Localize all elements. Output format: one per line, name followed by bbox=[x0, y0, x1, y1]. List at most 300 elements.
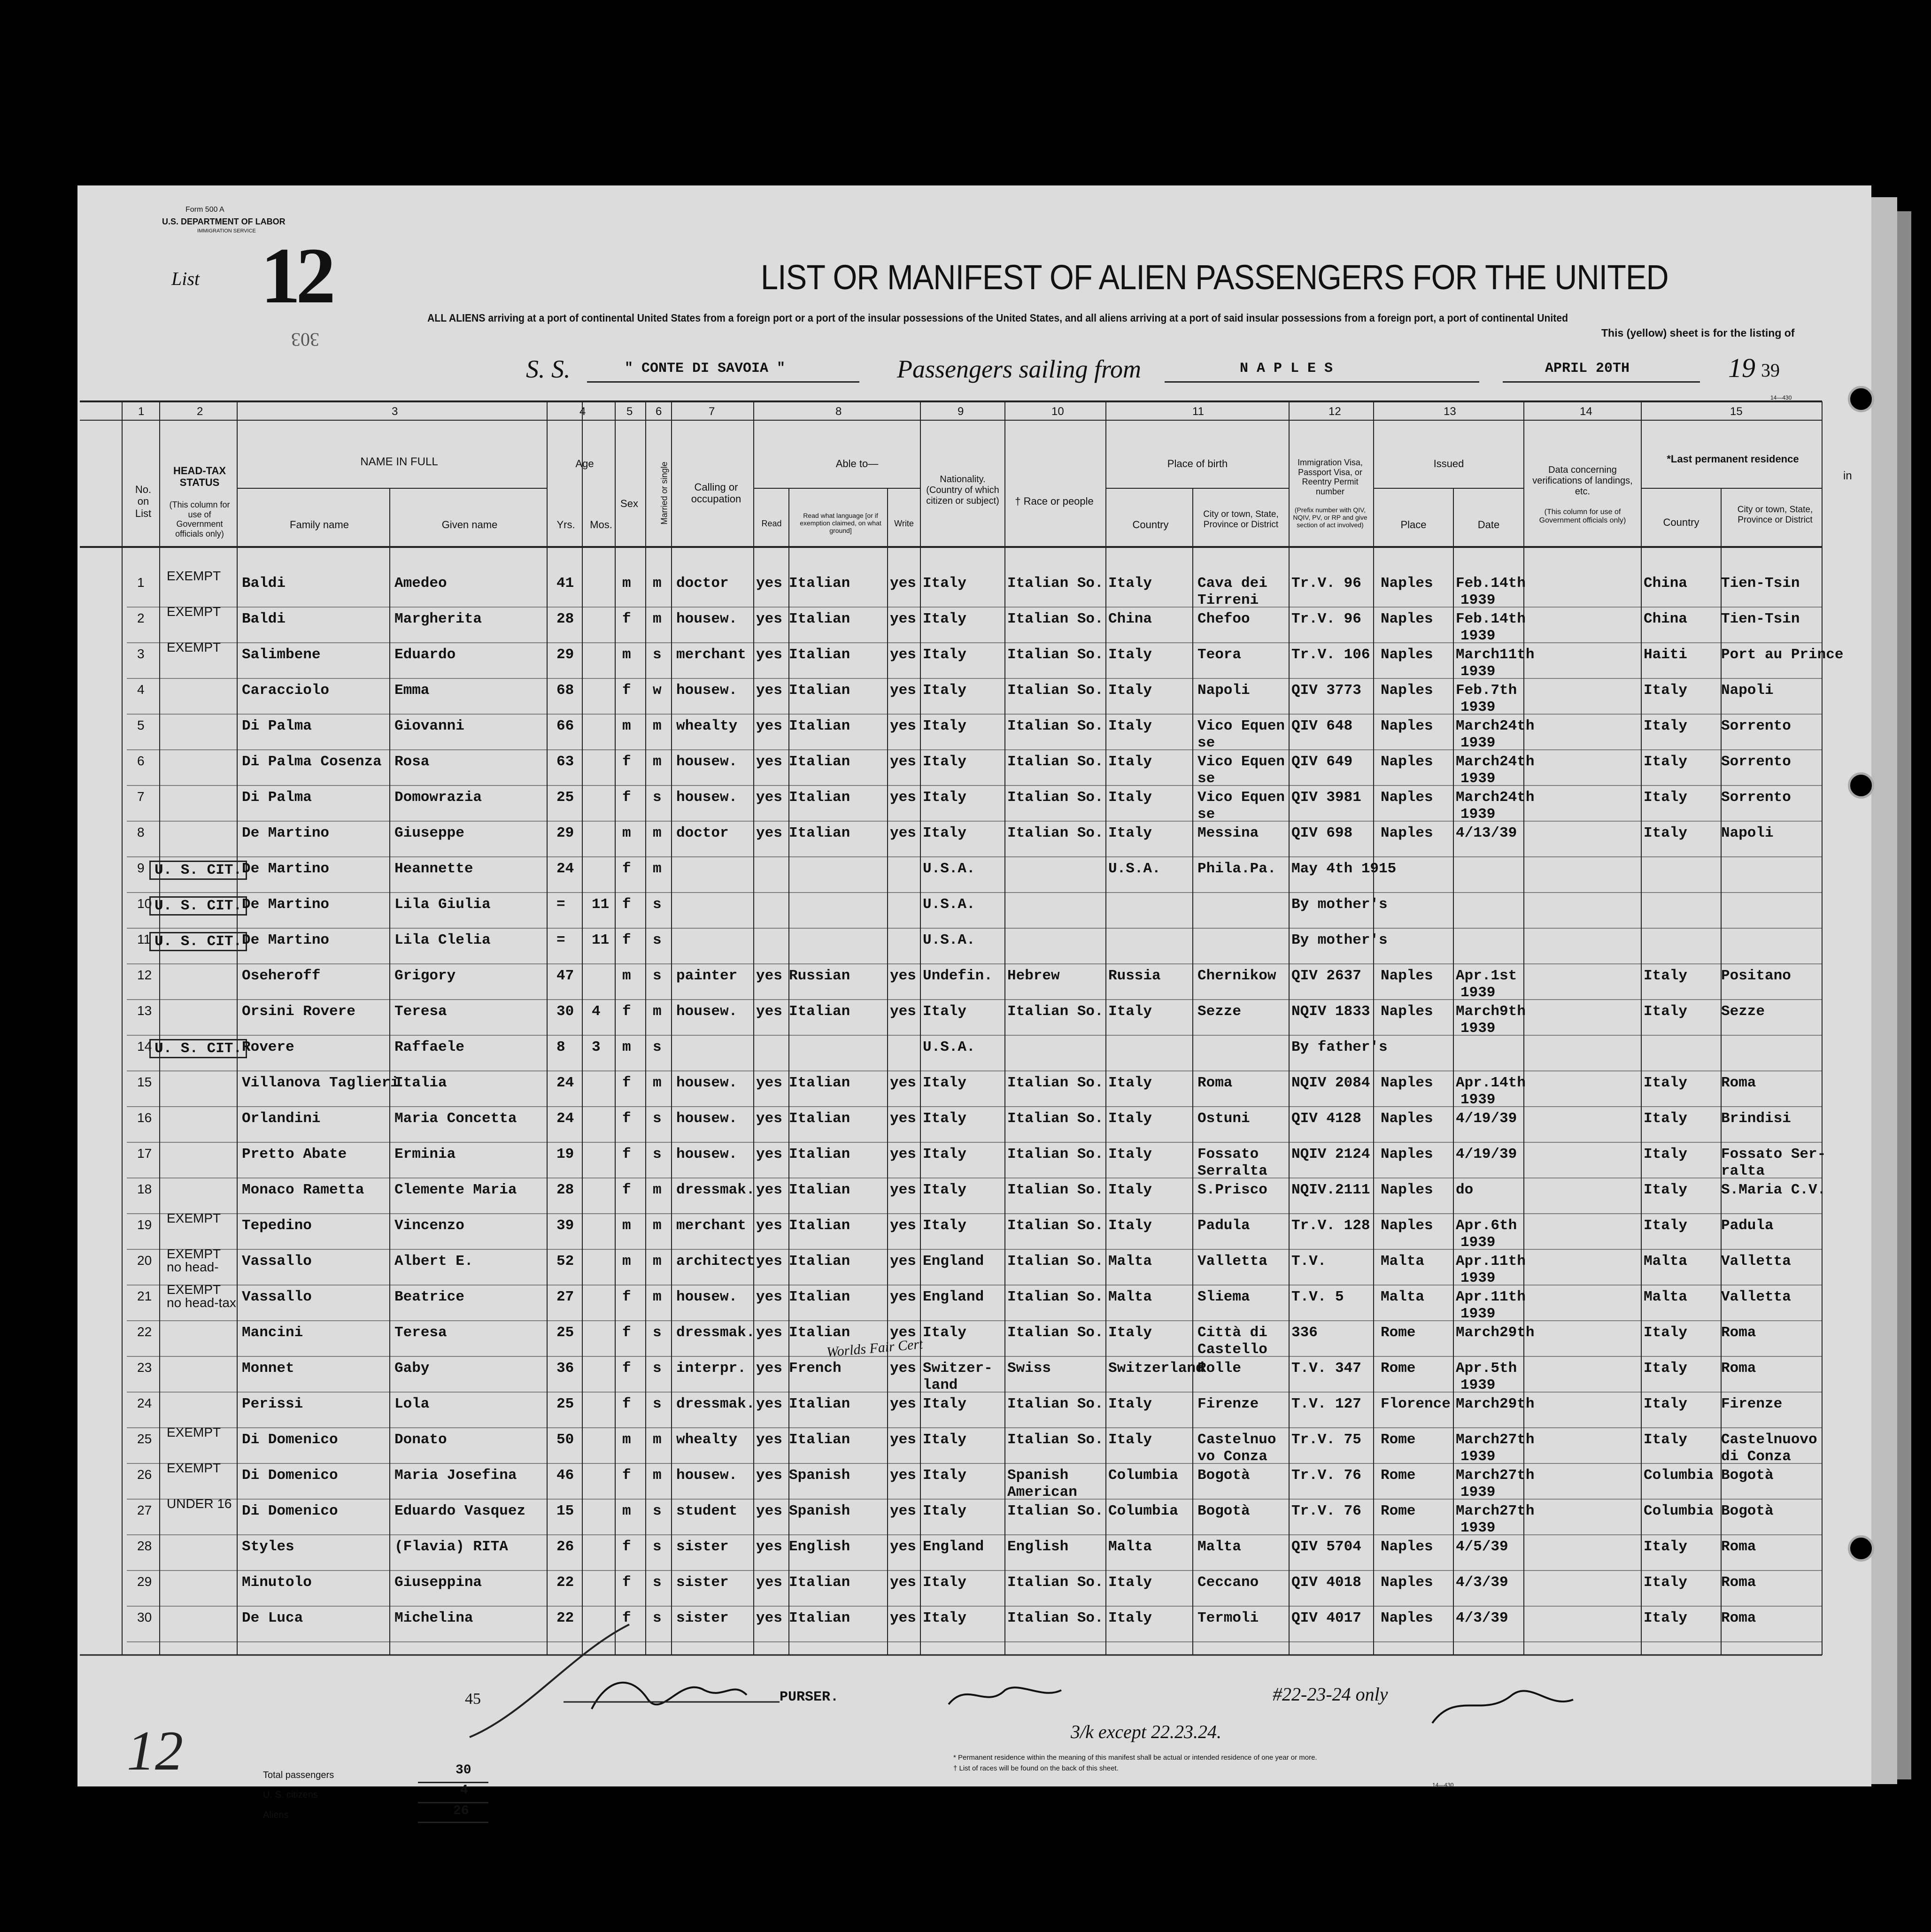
birth-city: Sezze bbox=[1197, 1003, 1242, 1020]
nationality: Italy bbox=[923, 1217, 967, 1234]
birth-country: Italy bbox=[1108, 1610, 1152, 1626]
residence-city: Roma bbox=[1721, 1360, 1756, 1377]
issued-date: March27th bbox=[1456, 1467, 1535, 1484]
sex: m bbox=[622, 1253, 631, 1270]
nationality: England bbox=[923, 1289, 984, 1305]
header-visa-note: (Prefix number with QIV, NQIV, PV, or RP and give section of act involved) bbox=[1293, 506, 1367, 529]
family-name: Baldi bbox=[242, 575, 286, 592]
issued-place: Rome bbox=[1381, 1503, 1416, 1519]
residence-city: Roma bbox=[1721, 1075, 1756, 1091]
column-number: 9 bbox=[958, 405, 964, 418]
issued-date-2: 1939 bbox=[1460, 735, 1496, 751]
marital-status: m bbox=[653, 1182, 662, 1198]
nationality: Italy bbox=[923, 1396, 967, 1412]
issued-place: Naples bbox=[1381, 611, 1433, 627]
row-number: 12 bbox=[137, 968, 152, 982]
read-language: Italian bbox=[789, 1610, 850, 1626]
visa-number: T.V. 5 bbox=[1291, 1289, 1344, 1305]
nationality: Italy bbox=[923, 1075, 967, 1091]
can-write: yes bbox=[890, 825, 916, 841]
row-number: 1 bbox=[137, 575, 145, 590]
head-tax-status: U. S. CIT. bbox=[149, 896, 247, 916]
issued-date: Apr.11th bbox=[1456, 1289, 1526, 1305]
occupation: housew. bbox=[676, 1467, 738, 1484]
given-name: Lila Clelia bbox=[394, 932, 491, 948]
age-years: 52 bbox=[556, 1253, 574, 1270]
issued-date-2: 1939 bbox=[1460, 1270, 1496, 1286]
given-name: Amedeo bbox=[394, 575, 447, 592]
nationality: Italy bbox=[923, 1610, 967, 1626]
row-number: 22 bbox=[137, 1324, 152, 1339]
birth-city: Vico Equen bbox=[1197, 789, 1285, 806]
birth-city: Roma bbox=[1197, 1075, 1233, 1091]
birth-country: Malta bbox=[1108, 1253, 1152, 1270]
visa-number: Tr.V. 76 bbox=[1291, 1503, 1361, 1519]
can-write: yes bbox=[890, 575, 916, 592]
can-write: yes bbox=[890, 1003, 916, 1020]
race: Italian So. bbox=[1007, 1075, 1104, 1091]
can-read: yes bbox=[756, 682, 782, 699]
nationality: U.S.A. bbox=[923, 1039, 975, 1055]
family-name: De Martino bbox=[242, 861, 330, 877]
row-number: 7 bbox=[137, 789, 145, 804]
residence-city: Sorrento bbox=[1721, 754, 1791, 770]
column-number: 13 bbox=[1444, 405, 1456, 418]
port: N A P L E S bbox=[1240, 361, 1333, 377]
age-years: 19 bbox=[556, 1146, 574, 1162]
family-name: De Martino bbox=[242, 932, 330, 948]
issued-date: 4/13/39 bbox=[1456, 825, 1517, 841]
residence-country: Italy bbox=[1644, 1110, 1688, 1127]
age-years: 39 bbox=[556, 1217, 574, 1234]
subtitle-line-2: This (yellow) sheet is for the listing of bbox=[1601, 327, 1795, 339]
issued-date-2: 1939 bbox=[1460, 806, 1496, 823]
birth-country: Italy bbox=[1108, 1217, 1152, 1234]
inspector-signature-2 bbox=[1432, 1691, 1573, 1723]
can-read: yes bbox=[756, 1574, 782, 1591]
residence-country: Italy bbox=[1644, 682, 1688, 699]
footnote-races: † List of races will be found on the back of this sheet. bbox=[953, 1764, 1119, 1772]
age-years: 29 bbox=[556, 647, 574, 663]
can-read: yes bbox=[756, 1289, 782, 1305]
issued-date-2: 1939 bbox=[1460, 770, 1496, 787]
residence-city-2: di Conza bbox=[1721, 1448, 1791, 1465]
read-language: English bbox=[789, 1539, 850, 1555]
residence-city: Fossato Ser- bbox=[1721, 1146, 1826, 1162]
can-read: yes bbox=[756, 789, 782, 806]
age-years: 24 bbox=[556, 861, 574, 877]
sex: f bbox=[622, 1360, 631, 1377]
issued-date: Feb.7th bbox=[1456, 682, 1517, 699]
sex: m bbox=[622, 718, 631, 734]
issued-date-2: 1939 bbox=[1460, 1234, 1496, 1251]
issued-place: Naples bbox=[1381, 1003, 1433, 1020]
family-name: Vassallo bbox=[242, 1289, 312, 1305]
read-language: Italian bbox=[789, 682, 850, 699]
sex: f bbox=[622, 1075, 631, 1091]
nationality: Italy bbox=[923, 1432, 967, 1448]
residence-city: Valletta bbox=[1721, 1289, 1791, 1305]
header-visa: Immigration Visa, Passport Visa, or Reentry Permit number bbox=[1298, 458, 1363, 497]
header-issued-date: Date bbox=[1477, 519, 1500, 531]
nationality: Italy bbox=[923, 718, 967, 734]
marital-status: m bbox=[653, 1289, 662, 1305]
race: Italian So. bbox=[1007, 754, 1104, 770]
visa-number: Tr.V. 106 bbox=[1291, 647, 1370, 663]
header-right-edge: in bbox=[1843, 470, 1852, 482]
birth-country: Malta bbox=[1108, 1539, 1152, 1555]
race: Spanish bbox=[1007, 1467, 1069, 1484]
given-name: Rosa bbox=[394, 754, 430, 770]
birth-country: Italy bbox=[1108, 1003, 1152, 1020]
residence-country: Italy bbox=[1644, 1574, 1688, 1591]
column-number: 11 bbox=[1192, 405, 1204, 418]
race: Italian So. bbox=[1007, 1253, 1104, 1270]
issued-place: Naples bbox=[1381, 789, 1433, 806]
race: English bbox=[1007, 1539, 1069, 1555]
header-last-residence: *Last permanent residence bbox=[1667, 453, 1799, 465]
marital-status: s bbox=[653, 932, 662, 948]
can-write: yes bbox=[890, 1610, 916, 1626]
given-name: Raffaele bbox=[394, 1039, 464, 1055]
marital-status: s bbox=[653, 1539, 662, 1555]
family-name: De Martino bbox=[242, 896, 330, 913]
birth-city: Phila.Pa. bbox=[1197, 861, 1276, 877]
row-number: 5 bbox=[137, 718, 145, 732]
can-write: yes bbox=[890, 611, 916, 627]
age-years: 8 bbox=[556, 1039, 565, 1055]
head-tax-status: EXEMPT bbox=[167, 604, 221, 619]
handwritten-worlds-fair: Worlds Fair Cert bbox=[826, 1336, 924, 1360]
family-name: Di Domenico bbox=[242, 1432, 338, 1448]
residence-city: Tien-Tsin bbox=[1721, 611, 1800, 627]
given-name: Grigory bbox=[394, 968, 456, 984]
family-name: Caracciolo bbox=[242, 682, 330, 699]
residence-country: Italy bbox=[1644, 968, 1688, 984]
race: Italian So. bbox=[1007, 1182, 1104, 1198]
issued-date: March29th bbox=[1456, 1324, 1535, 1341]
residence-country: Italy bbox=[1644, 1217, 1688, 1234]
can-read: yes bbox=[756, 1253, 782, 1270]
column-number: 3 bbox=[392, 405, 398, 418]
header-age: Age bbox=[575, 458, 594, 470]
issued-date: March11th bbox=[1456, 647, 1535, 663]
marital-status: m bbox=[653, 718, 662, 734]
read-language: Italian bbox=[789, 1396, 850, 1412]
birth-country: Italy bbox=[1108, 754, 1152, 770]
birth-country: Italy bbox=[1108, 647, 1152, 663]
read-language: French bbox=[789, 1360, 842, 1377]
issued-place: Rome bbox=[1381, 1432, 1416, 1448]
purser-signature bbox=[592, 1683, 747, 1709]
can-write: yes bbox=[890, 1217, 916, 1234]
marital-status: m bbox=[653, 1003, 662, 1020]
can-write: yes bbox=[890, 789, 916, 806]
age-years: 24 bbox=[556, 1110, 574, 1127]
race: Italian So. bbox=[1007, 1146, 1104, 1162]
nationality: Italy bbox=[923, 1003, 967, 1020]
birth-city-2: se bbox=[1197, 770, 1215, 787]
can-write: yes bbox=[890, 1360, 916, 1377]
nationality: Italy bbox=[923, 682, 967, 699]
occupation: whealty bbox=[676, 718, 738, 734]
can-write: yes bbox=[890, 968, 916, 984]
head-tax-status-2: no head-tax bbox=[167, 1295, 236, 1310]
residence-country: Italy bbox=[1644, 1360, 1688, 1377]
marital-status: s bbox=[653, 1360, 662, 1377]
issued-date: 4/19/39 bbox=[1456, 1146, 1517, 1162]
age-years: 15 bbox=[556, 1503, 574, 1519]
head-tax-status-2: no head- bbox=[167, 1260, 219, 1274]
handwritten-count: 45 bbox=[465, 1690, 481, 1708]
birth-city-2: Tirreni bbox=[1197, 592, 1259, 608]
issued-date: Apr.1st bbox=[1456, 968, 1517, 984]
birth-city: Ostuni bbox=[1197, 1110, 1250, 1127]
row-number: 6 bbox=[137, 754, 145, 768]
visa-number: NQIV 2084 bbox=[1291, 1075, 1370, 1091]
visa-number: NQIV 2124 bbox=[1291, 1146, 1370, 1162]
nationality: U.S.A. bbox=[923, 896, 975, 913]
header-res-country: Country bbox=[1663, 516, 1699, 528]
can-write: yes bbox=[890, 1503, 916, 1519]
visa-number: Tr.V. 128 bbox=[1291, 1217, 1370, 1234]
age-years: 25 bbox=[556, 1396, 574, 1412]
sex: f bbox=[622, 1610, 631, 1626]
visa-number: By mother's bbox=[1291, 932, 1388, 948]
occupation: whealty bbox=[676, 1432, 738, 1448]
occupation: student bbox=[676, 1503, 738, 1519]
read-language: Italian bbox=[789, 1146, 850, 1162]
residence-country: Italy bbox=[1644, 754, 1688, 770]
age-months: 11 bbox=[592, 896, 610, 913]
sex: f bbox=[622, 611, 631, 627]
marital-status: s bbox=[653, 789, 662, 806]
year-prefix: 19 bbox=[1728, 353, 1755, 383]
given-name: Teresa bbox=[394, 1324, 447, 1341]
nationality-2: land bbox=[923, 1377, 958, 1393]
can-read: yes bbox=[756, 1539, 782, 1555]
header-read: Read bbox=[761, 519, 782, 528]
birth-city: Valletta bbox=[1197, 1253, 1267, 1270]
birth-country: Italy bbox=[1108, 1324, 1152, 1341]
race: Italian So. bbox=[1007, 1289, 1104, 1305]
residence-city: Valletta bbox=[1721, 1253, 1791, 1270]
age-years: 28 bbox=[556, 611, 574, 627]
family-name: Monnet bbox=[242, 1360, 294, 1377]
age-years: 63 bbox=[556, 754, 574, 770]
birth-city-2: se bbox=[1197, 735, 1215, 751]
race: Italian So. bbox=[1007, 682, 1104, 699]
sex: f bbox=[622, 1396, 631, 1412]
visa-number: T.V. 347 bbox=[1291, 1360, 1361, 1377]
nationality: Italy bbox=[923, 647, 967, 663]
purser-label: PURSER. bbox=[780, 1689, 839, 1705]
issued-place: Naples bbox=[1381, 825, 1433, 841]
birth-country: Malta bbox=[1108, 1289, 1152, 1305]
sex: f bbox=[622, 789, 631, 806]
sex: m bbox=[622, 1432, 631, 1448]
residence-country: Italy bbox=[1644, 1610, 1688, 1626]
read-language: Italian bbox=[789, 1075, 850, 1091]
marital-status: m bbox=[653, 861, 662, 877]
given-name: Clemente Maria bbox=[394, 1182, 517, 1198]
birth-city: Fossato bbox=[1197, 1146, 1259, 1162]
can-read: yes bbox=[756, 1432, 782, 1448]
residence-city: Padula bbox=[1721, 1217, 1774, 1234]
birth-country: Italy bbox=[1108, 1110, 1152, 1127]
age-years: 29 bbox=[556, 825, 574, 841]
ss-label: S. S. bbox=[526, 355, 571, 383]
can-read: yes bbox=[756, 1146, 782, 1162]
sex: f bbox=[622, 1574, 631, 1591]
family-name: Monaco Rametta bbox=[242, 1182, 364, 1198]
read-language: Italian bbox=[789, 1110, 850, 1127]
occupation: dressmak. bbox=[676, 1182, 755, 1198]
occupation: sister bbox=[676, 1574, 729, 1591]
residence-city: S.Maria C.V. bbox=[1721, 1182, 1826, 1198]
age-years: 25 bbox=[556, 789, 574, 806]
visa-number: NQIV.2111 bbox=[1291, 1182, 1370, 1198]
family-name: Minutolo bbox=[242, 1574, 312, 1591]
sex: m bbox=[622, 1217, 631, 1234]
residence-country: Italy bbox=[1644, 1324, 1688, 1341]
birth-country: Italy bbox=[1108, 575, 1152, 592]
birth-city: Padula bbox=[1197, 1217, 1250, 1234]
footer-rule bbox=[418, 1782, 488, 1783]
row-number: 21 bbox=[137, 1289, 152, 1303]
age-years: = bbox=[556, 932, 565, 948]
visa-number: 336 bbox=[1291, 1324, 1318, 1341]
race: Italian So. bbox=[1007, 718, 1104, 734]
issued-place: Naples bbox=[1381, 1217, 1433, 1234]
birth-city: Teora bbox=[1197, 647, 1242, 663]
manifest-title: LIST OR MANIFEST OF ALIEN PASSENGERS FOR THE UNITED bbox=[761, 258, 1668, 297]
visa-number: QIV 4018 bbox=[1291, 1574, 1361, 1591]
marital-status: m bbox=[653, 1075, 662, 1091]
birth-country: U.S.A. bbox=[1108, 861, 1161, 877]
given-name: Emma bbox=[394, 682, 430, 699]
header-issued-place: Place bbox=[1400, 519, 1427, 531]
birth-country: Italy bbox=[1108, 1396, 1152, 1412]
occupation: dressmak. bbox=[676, 1396, 755, 1412]
birth-city: Bogotà bbox=[1197, 1467, 1250, 1484]
sailing-date: APRIL 20TH bbox=[1545, 361, 1630, 377]
column-number: 14 bbox=[1580, 405, 1592, 418]
age-years: 47 bbox=[556, 968, 574, 984]
can-read: yes bbox=[756, 968, 782, 984]
marital-status: s bbox=[653, 1039, 662, 1055]
visa-number: By father's bbox=[1291, 1039, 1388, 1055]
issued-place: Rome bbox=[1381, 1360, 1416, 1377]
race: Swiss bbox=[1007, 1360, 1051, 1377]
marital-status: s bbox=[653, 968, 662, 984]
birth-country: Columbia bbox=[1108, 1467, 1178, 1484]
row-number: 4 bbox=[137, 682, 145, 697]
head-tax-status: EXEMPT bbox=[167, 1247, 221, 1261]
nationality: Italy bbox=[923, 1574, 967, 1591]
head-tax-status: EXEMPT bbox=[167, 1211, 221, 1225]
occupation: housew. bbox=[676, 1003, 738, 1020]
issued-date: 4/3/39 bbox=[1456, 1574, 1508, 1591]
nationality: U.S.A. bbox=[923, 932, 975, 948]
head-tax-status: EXEMPT bbox=[167, 640, 221, 654]
age-years: 27 bbox=[556, 1289, 574, 1305]
header-place-of-birth: Place of birth bbox=[1167, 458, 1228, 470]
birth-city: Bogotà bbox=[1197, 1503, 1250, 1519]
race: Italian So. bbox=[1007, 1503, 1104, 1519]
race: Italian So. bbox=[1007, 611, 1104, 627]
given-name: Vincenzo bbox=[394, 1217, 464, 1234]
read-language: Russian bbox=[789, 968, 850, 984]
can-write: yes bbox=[890, 1253, 916, 1270]
age-years: 50 bbox=[556, 1432, 574, 1448]
row-number: 16 bbox=[137, 1110, 152, 1125]
visa-number: QIV 5704 bbox=[1291, 1539, 1361, 1555]
given-name: Michelina bbox=[394, 1610, 473, 1626]
birth-city-2: Serralta bbox=[1197, 1163, 1267, 1179]
footnote-residence: * Permanent residence within the meaning of this manifest shall be actual or intended residence of one year or more. bbox=[953, 1754, 1317, 1762]
column-number: 8 bbox=[835, 405, 842, 418]
can-write: yes bbox=[890, 682, 916, 699]
issued-place: Florence bbox=[1381, 1396, 1451, 1412]
sex: f bbox=[622, 754, 631, 770]
ship-name: " CONTE DI SAVOIA " bbox=[625, 361, 786, 377]
handwritten-note-2224: #22-23-24 only bbox=[1273, 1684, 1388, 1705]
can-read: yes bbox=[756, 1182, 782, 1198]
can-write: yes bbox=[890, 718, 916, 734]
sex: f bbox=[622, 896, 631, 913]
residence-city: Positano bbox=[1721, 968, 1791, 984]
issued-date: Apr.14th bbox=[1456, 1075, 1526, 1091]
issued-place: Naples bbox=[1381, 1110, 1433, 1127]
occupation: housew. bbox=[676, 754, 738, 770]
residence-city: Roma bbox=[1721, 1324, 1756, 1341]
visa-number: QIV 4017 bbox=[1291, 1610, 1361, 1626]
can-read: yes bbox=[756, 754, 782, 770]
row-number: 2 bbox=[137, 611, 145, 625]
total-passengers-label: Total passengers bbox=[263, 1770, 334, 1780]
row-number: 25 bbox=[137, 1432, 152, 1446]
issued-date-2: 1939 bbox=[1460, 1448, 1496, 1465]
given-name: Beatrice bbox=[394, 1289, 464, 1305]
nationality: England bbox=[923, 1253, 984, 1270]
issued-date: Apr.11th bbox=[1456, 1253, 1526, 1270]
sex: f bbox=[622, 1110, 631, 1127]
given-name: Maria Josefina bbox=[394, 1467, 517, 1484]
header-head-tax: HEAD-TAX STATUS bbox=[173, 465, 226, 489]
can-read: yes bbox=[756, 1217, 782, 1234]
given-name: Giuseppe bbox=[394, 825, 464, 841]
issued-place: Naples bbox=[1381, 647, 1433, 663]
marital-status: s bbox=[653, 647, 662, 663]
birth-country: Italy bbox=[1108, 682, 1152, 699]
head-tax-status: U. S. CIT. bbox=[149, 932, 247, 951]
occupation: housew. bbox=[676, 789, 738, 806]
issued-date-2: 1939 bbox=[1460, 592, 1496, 608]
given-name: (Flavia) RITA bbox=[394, 1539, 508, 1555]
marital-status: m bbox=[653, 1467, 662, 1484]
marital-status: s bbox=[653, 896, 662, 913]
birth-city: Termoli bbox=[1197, 1610, 1259, 1626]
family-name: Mancini bbox=[242, 1324, 303, 1341]
family-name: Di Domenico bbox=[242, 1503, 338, 1519]
occupation: housew. bbox=[676, 1146, 738, 1162]
issued-place: Naples bbox=[1381, 1539, 1433, 1555]
issued-date: 4/5/39 bbox=[1456, 1539, 1508, 1555]
issued-place: Naples bbox=[1381, 1182, 1433, 1198]
age-years: 36 bbox=[556, 1360, 574, 1377]
visa-number: May 4th 1915 bbox=[1291, 861, 1397, 877]
